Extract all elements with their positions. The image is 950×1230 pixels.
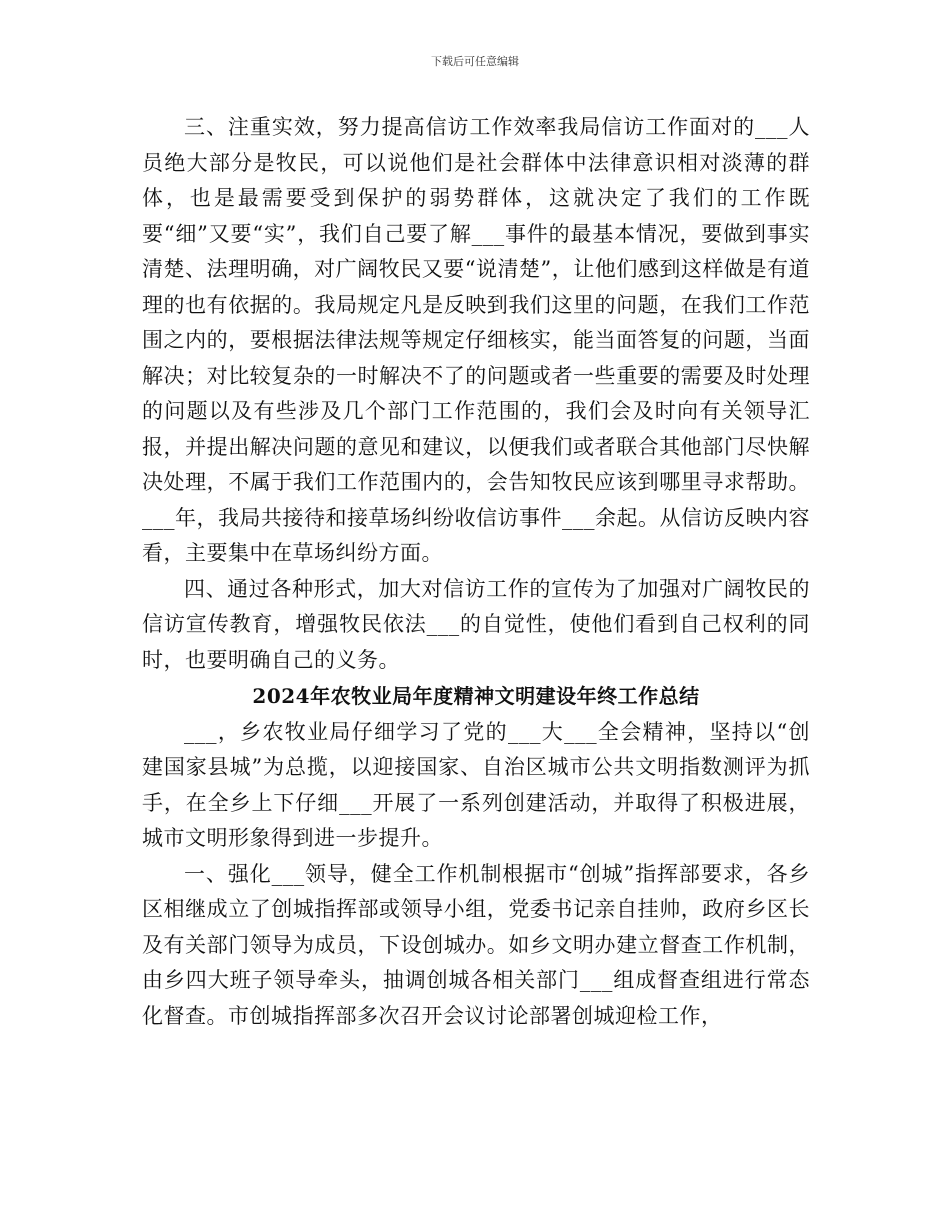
document-body: [142, 110, 810, 1034]
paragraph-section-one: 一、强化___领导，健全工作机制根据市“创城”指挥部要求，各乡区相继成立了创城指挥部或领导小组，党委书记亲自挂帅，政府乡区长及有关部门领导为成员，下设创城办。如乡文明办建立督查工作机制，由乡四大班子领导牵头，抽调创城各相关部门___组成督查组进行常态化督查。市创城指挥部多次召开会议讨论部署创城迎检工作，: [142, 861, 810, 1028]
paragraph-section-four: 四、通过各种形式，加大对信访工作的宣传为了加强对广阔牧民的信访宣传教育，增强牧民依法___的自觉性，使他们看到自己权利的同时，也要明确自己的义务。: [142, 576, 810, 672]
paragraph-intro: ___，乡农牧业局仔细学习了党的___大___全会精神，坚持以“创建国家县城”为总揽，以迎接国家、自治区城市公共文明指数测评为抓手，在全乡上下仔细___开展了一系列创建活动，并取得了积极进展，城市文明形象得到进一步提升。: [142, 719, 810, 850]
document-title: 2024年农牧业局年度精神文明建设年终工作总结: [252, 684, 700, 708]
page-header: 下载后可任意编辑: [431, 55, 519, 68]
paragraph-section-three: 三、注重实效，努力提高信访工作效率我局信访工作面对的___人员绝大部分是牧民，可以说他们是社会群体中法律意识相对淡薄的群体，也是最需要受到保护的弱势群体，这就决定了我们的工作既要“细”又要“实”，我们自己要了解___事件的最基本情况，要做到事实清楚、法理明确，对广阔牧民又要“说清楚”，让他们感到这样做是有道理的也有依据的。我局规定凡是反映到我们这里的问题，在我们工作范围之内的，要根据法律法规等规定仔细核实，能当面答复的问题，当面解决；对比较复杂的一时解决不了的问题或者一些重要的需要及时处理的问题以及有些涉及几个部门工作范围的，我们会及时向有关领导汇报，并提出解决问题的意见和建议，以便我们或者联合其他部门尽快解决处理，不属于我们工作范围内的，会告知牧民应该到哪里寻求帮助。___年，我局共接待和接草场纠纷收信访事件___余起。从信访反映内容看，主要集中在草场纠纷方面。: [142, 115, 810, 565]
